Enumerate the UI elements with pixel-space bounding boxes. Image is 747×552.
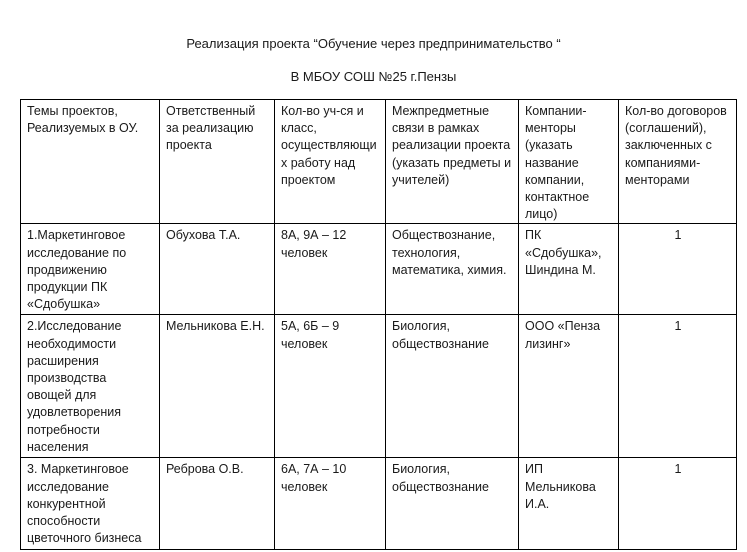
header-students: Кол-во уч-ся и класс, осуществляющих работу над проектом xyxy=(275,100,386,224)
cell-mentor: ИП Мельникова И.А. xyxy=(519,458,619,550)
table-row xyxy=(21,315,737,458)
header-mentors: Компании-менторы (указать название компании, контактное лицо) xyxy=(519,100,619,224)
header-responsible: Ответственный за реализацию проекта xyxy=(160,100,275,224)
cell-students: 8А, 9А – 12 человек xyxy=(275,224,386,315)
cell-contracts: 1 xyxy=(619,458,737,550)
cell-subjects: Обществознание, технология, математика, химия. xyxy=(386,224,519,315)
cell-contracts: 1 xyxy=(619,224,737,315)
cell-topic: 3. Маркетинговое исследование конкурентной способности цветочного бизнеса xyxy=(21,458,160,550)
cell-responsible: Реброва О.В. xyxy=(160,458,275,550)
cell-subjects: Биология, обществознание xyxy=(386,315,519,458)
cell-responsible: Мельникова Е.Н. xyxy=(160,315,275,458)
header-topics: Темы проектов, Реализуемых в ОУ. xyxy=(21,100,160,224)
cell-students: 6А, 7А – 10 человек xyxy=(275,458,386,550)
document-title: Реализация проекта “Обучение через предпринимательство “ xyxy=(186,36,561,51)
table-header-row xyxy=(21,100,737,224)
projects-table xyxy=(20,99,737,550)
header-subjects: Межпредметные связи в рамках реализации проекта (указать предметы и учителей) xyxy=(386,100,519,224)
cell-contracts: 1 xyxy=(619,315,737,458)
cell-responsible: Обухова Т.А. xyxy=(160,224,275,315)
table-row xyxy=(21,224,737,315)
cell-students: 5А, 6Б – 9 человек xyxy=(275,315,386,458)
table-row xyxy=(21,458,737,550)
cell-mentor: ПК «Сдобушка», Шиндина М. xyxy=(519,224,619,315)
cell-subjects: Биология, обществознание xyxy=(386,458,519,550)
cell-mentor: ООО «Пенза лизинг» xyxy=(519,315,619,458)
cell-topic: 1.Маркетинговое исследование по продвижению продукции ПК «Сдобушка» xyxy=(21,224,160,315)
document-subtitle: В МБОУ СОШ №25 г.Пензы xyxy=(290,69,457,84)
header-contracts: Кол-во договоров (соглашений), заключенных с компаниями-менторами xyxy=(619,100,737,224)
cell-topic: 2.Исследование необходимости расширения производства овощей для удовлетворения потребности населения xyxy=(21,315,160,458)
